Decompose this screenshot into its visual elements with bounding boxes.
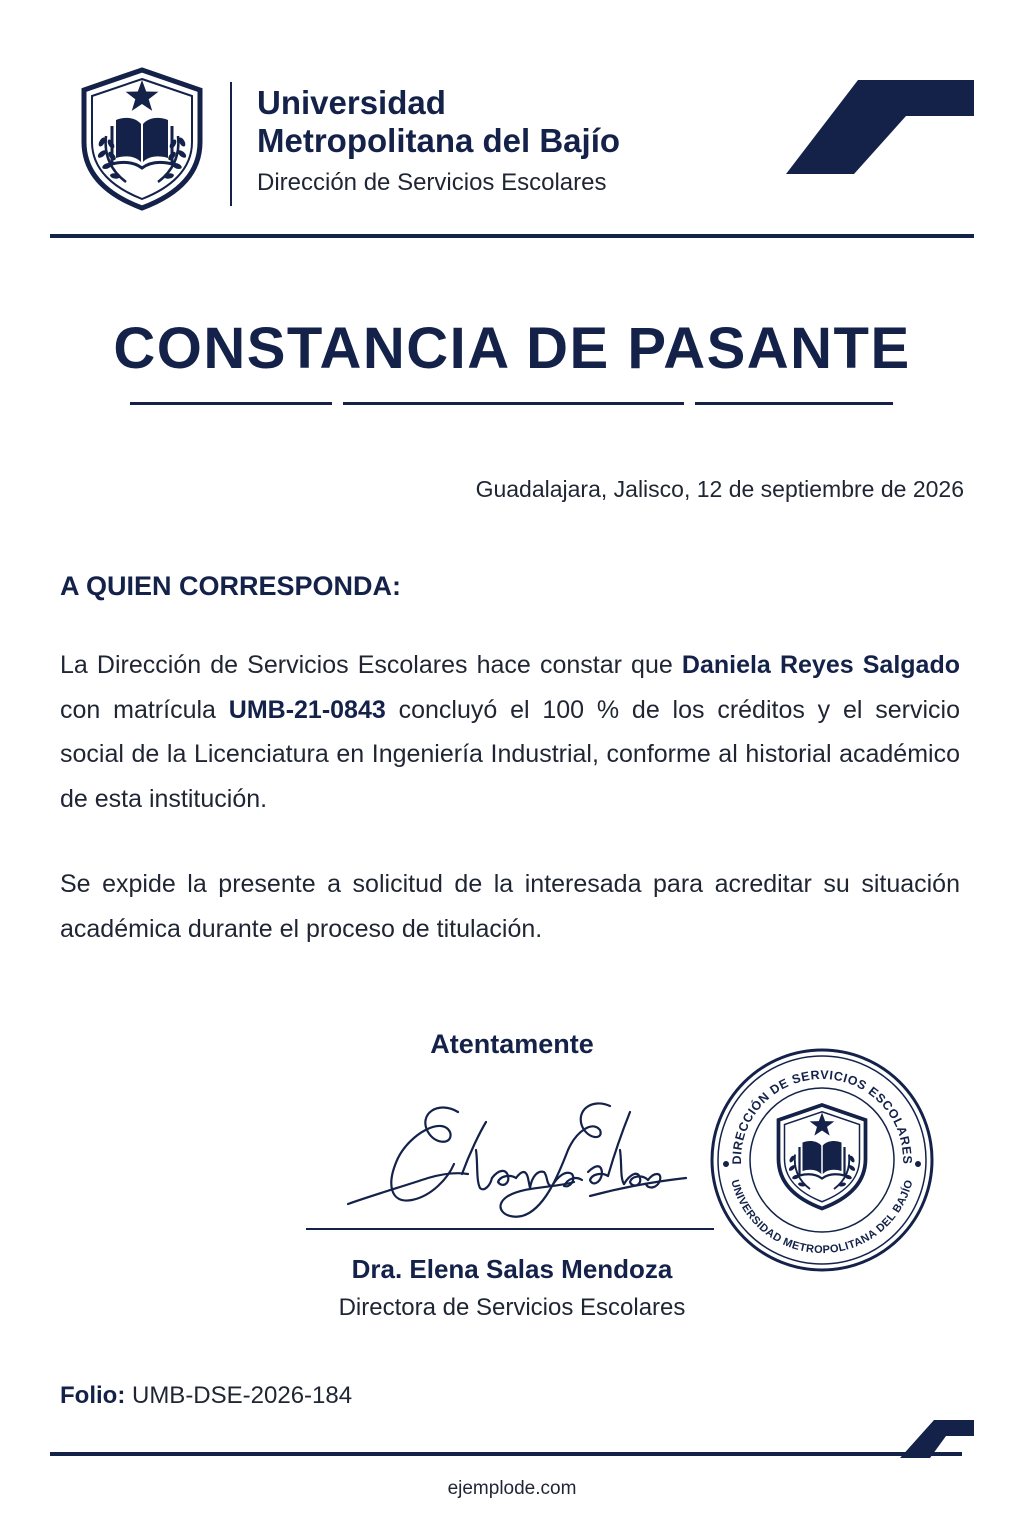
star-icon: [126, 80, 159, 111]
corner-decoration-bottom: [900, 1420, 974, 1458]
student-id: UMB-21-0843: [228, 695, 386, 724]
seal-bottom-text: UNIVERSIDAD METROPOLITANA DEL BAJÍO: [728, 1178, 916, 1257]
student-name: Daniela Reyes Salgado: [681, 651, 960, 679]
salutation: A QUIEN CORRESPONDA:: [60, 571, 402, 601]
header-divider: [230, 82, 232, 206]
seal-crest-icon: [779, 1105, 866, 1209]
laurel-icon: [96, 136, 187, 182]
title-underline-center: [343, 402, 684, 405]
department-name: Dirección de Servicios Escolares: [257, 169, 607, 196]
footer-rule: [50, 1452, 962, 1456]
university-crest-icon: [78, 66, 206, 212]
footer-url[interactable]: ejemplode.com: [447, 1478, 577, 1499]
folio-value: UMB-DSE-2026-184: [131, 1382, 353, 1409]
title-underline-left: [130, 402, 332, 405]
place-and-date: Guadalajara, Jalisco, 12 de septiembre de 2026: [475, 476, 964, 502]
paragraph-mid: con matrícula: [60, 695, 216, 724]
official-seal: [708, 1046, 936, 1274]
signature-line: [306, 1228, 714, 1230]
body-paragraph-2: Se expide la presente a solicitud de la interesada para acreditar su situación académica durante el proceso de titulación.: [60, 870, 960, 943]
open-book-icon: [112, 118, 172, 168]
seal-top-text: DIRECCIÓN DE SERVICIOS ESCOLARES: [729, 1067, 915, 1165]
paragraph-intro: La Dirección de Servicios Escolares hace constar que: [60, 651, 673, 679]
signer-role: Directora de Servicios Escolares: [338, 1294, 686, 1321]
paragraph-rest: concluyó el 100 % de los créditos y el servicio social de la Licenciatura en Ingeniería Industrial, conforme al historial académico de esta institución.: [60, 695, 961, 813]
university-name-line2: Metropolitana del Bajío: [257, 122, 621, 159]
closing-text: Atentamente: [430, 1029, 594, 1059]
university-name-line1: Universidad: [257, 84, 446, 121]
corner-decoration-top: [786, 80, 974, 174]
body-paragraph-1: [60, 643, 960, 821]
header-rule: [50, 234, 974, 238]
university-name: [257, 84, 620, 160]
folio-label: Folio:: [60, 1382, 126, 1409]
title-underline-right: [695, 402, 893, 405]
folio: [60, 1380, 352, 1412]
signer-name: Dra. Elena Salas Mendoza: [351, 1254, 673, 1284]
handwritten-signature: [330, 1092, 700, 1232]
document-title: CONSTANCIA DE PASANTE: [113, 316, 911, 381]
